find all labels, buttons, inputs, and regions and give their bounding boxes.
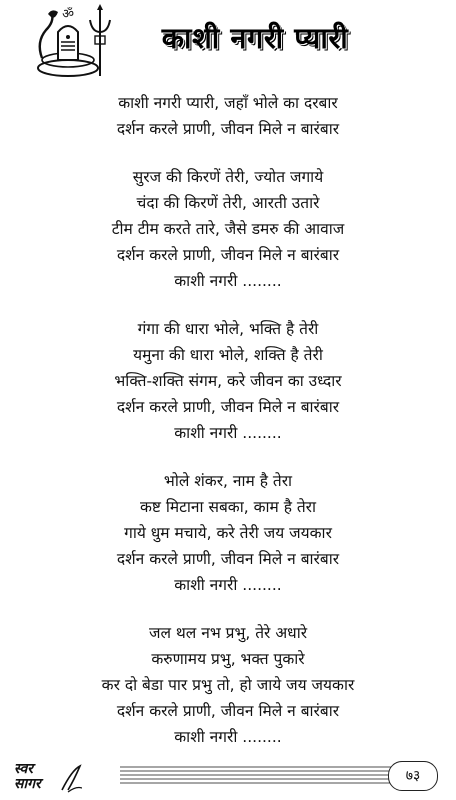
lyric-line: करुणामय प्रभु, भक्त पुकारे <box>151 650 305 668</box>
brand-line-2: सागर <box>14 776 41 792</box>
lyric-line: कर दो बेडा पार प्रभु तो, हो जाये जय जयकार <box>101 676 355 694</box>
stanza <box>0 90 456 142</box>
stanza <box>0 316 456 446</box>
lyric-line: कष्ट मिटाना सबका, काम है तेरा <box>139 498 317 516</box>
lyric-line: यमुना की धारा भोले, शक्ति है तेरी <box>133 346 323 364</box>
lyric-line: दर्शन करले प्राणी, जीवन मिले न बारंबार <box>116 702 340 720</box>
lyric-line: दर्शन करले प्राणी, जीवन मिले न बारंबार <box>116 398 340 416</box>
stanza <box>0 164 456 294</box>
lyric-line: काशी नगरी ........ <box>174 424 282 442</box>
lyric-line: दर्शन करले प्राणी, जीवन मिले न बारंबार <box>116 550 340 568</box>
page-footer <box>0 752 456 800</box>
page-title: काशी नगरी प्यारी <box>161 21 349 55</box>
lyrics-body <box>0 90 456 772</box>
brand-name <box>14 762 41 792</box>
lyric-line: दर्शन करले प्राणी, जीवन मिले न बारंबार <box>116 246 340 264</box>
brand-line-1: स्वर <box>14 761 33 777</box>
lyric-line: टीम टीम करते तारे, जैसे डमरु की आवाज <box>111 220 345 238</box>
lyric-line: काशी नगरी प्यारी, जहाँ भोले का दरबार <box>118 94 338 112</box>
lyric-line: सुरज की किरणें तेरी, ज्योत जगाये <box>132 168 324 186</box>
lyric-line: भोले शंकर, नाम है तेरा <box>163 472 293 490</box>
lyric-line: गाये धुम मचाये, करे तेरी जय जयकार <box>124 524 332 542</box>
stanza <box>0 620 456 750</box>
music-staff-lines-icon <box>120 764 420 786</box>
page-header <box>0 0 456 80</box>
lyric-line: काशी नगरी ........ <box>174 272 282 290</box>
stanza <box>0 468 456 598</box>
lyric-line: दर्शन करले प्राणी, जीवन मिले न बारंबार <box>116 120 340 138</box>
page-number: ७३ <box>388 761 438 791</box>
lyric-line: चंदा की किरणें तेरी, आरती उतारे <box>136 194 320 212</box>
shivling-trishul-icon <box>28 2 116 82</box>
lyric-line: काशी नगरी ........ <box>174 728 282 746</box>
lyric-line: काशी नगरी ........ <box>174 576 282 594</box>
lyric-line: गंगा की धारा भोले, भक्ति है तेरी <box>137 320 319 338</box>
lyric-line: जल थल नभ प्रभु, तेरे अधारे <box>148 624 308 642</box>
om-symbol: ॐ <box>62 7 74 22</box>
lyric-line: भक्ति-शक्ति संगम, करे जीवन का उध्दार <box>114 372 342 390</box>
